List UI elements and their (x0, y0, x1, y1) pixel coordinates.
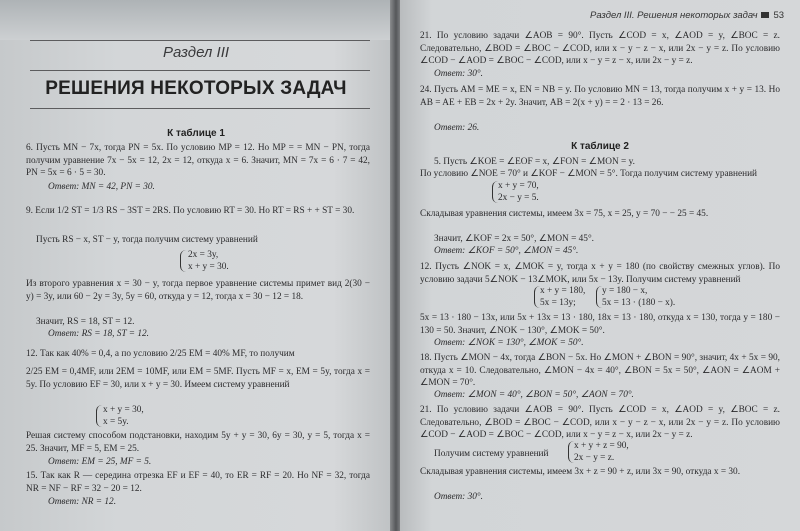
block-title: К таблице 1 (167, 128, 225, 139)
equation: 2x − y = z. (574, 453, 615, 463)
page-title: РЕШЕНИЯ НЕКОТОРЫХ ЗАДАЧ (45, 78, 347, 99)
problem-9-result: Значит, RS = 18, ST = 12. (36, 317, 135, 327)
problem-21: 21. По условию задачи ∠AOB = 90°. Пусть ∠COD = x, ∠AOD = y, ∠BOC = z. Следовательно, ∠BOD = ∠BOC − ∠COD, или x − y − z − x, или 2x − y = z. По условию ∠COD − ∠AOD = ∠BOC − ∠COD, или x − y = z − x, или 2x − y = z. (420, 31, 780, 67)
answer-9: Ответ: RS = 18, ST = 12. (48, 329, 149, 339)
divider (30, 70, 370, 71)
problem-12: 12. Пусть ∠NOK = x, ∠MOK = y, тогда x + y = 180 (по свойству смежных углов). По условию задачи 5∠NOK − 13∠MOK, или 5x − 13y. Получим систему уравнений (420, 262, 780, 285)
page-number: 53 (773, 10, 785, 21)
equation: 5x = 13y; (540, 298, 576, 308)
page-shadow (0, 0, 392, 40)
equation: x + y = 30, (103, 405, 144, 415)
problem-9-text: Пусть RS − x, ST − y, тогда получим систему уравнений (36, 235, 258, 245)
answer-21b: Ответ: 30°. (434, 492, 483, 502)
equation: x + y = 30. (188, 262, 229, 272)
problem-5: 5. Пусть ∠KOE = ∠EOF = x, ∠FON = ∠MON = y. (434, 157, 635, 167)
problem-12-solution: 5x = 13 · 180 − 13x, или 5x + 13x = 13 · 180, 18x = 13 · 180, откуда x = 130, тогда y = 180 − 130 = 50. Значит, ∠NOK − 130°, ∠MOK = 50°. (420, 313, 780, 336)
equation: x = 5y. (103, 417, 129, 427)
system-brace (180, 250, 186, 272)
equation-system (574, 440, 629, 464)
problem-12-solution: Решая систему способом подстановки, находим 5y + y = 30, 6y = 30, y = 5, тогда x = 25. Значит, MF = 5, EM = 25. (26, 431, 370, 454)
answer-12: Ответ: ∠NOK = 130°, ∠MOK = 50°. (434, 338, 584, 348)
problem-21b-text: Получим систему уравнений (434, 449, 549, 459)
equation-system (602, 285, 675, 309)
problem-18: 18. Пусть ∠MON − 4x, тогда ∠BON − 5x. Но ∠MON + ∠BON = 90°, значит, 4x + 5x = 90, откуда x = 10. Следовательно, ∠MON − 4x = 40°, ∠BON = 5x = 50°, ∠AON = ∠AOM + ∠MON = 70°. (420, 353, 780, 389)
equation: 2x = 3y, (188, 250, 219, 260)
equation: x + y = 180, (540, 286, 586, 296)
answer-24: Ответ: 26. (434, 123, 480, 133)
equation: y = 180 − x, (602, 286, 648, 296)
problem-9: 9. Если 1/2 ST = 1/3 RS − 3ST = 2RS. По условию RT = 30. Но RT = RS + + ST = 30. (26, 206, 355, 216)
running-head-text: Раздел III. Решения некоторых задач (590, 10, 758, 21)
divider (30, 108, 370, 109)
answer-5: Ответ: ∠KOF = 50°, ∠MON = 45°. (434, 246, 579, 256)
problem-21b-solution: Складывая уравнения системы, имеем 3x + z = 90 + z, или 3x = 90, откуда x = 30. (420, 467, 741, 477)
equation-system (103, 404, 144, 428)
square-icon (761, 12, 769, 18)
answer-21: Ответ: 30°. (434, 69, 483, 79)
answer-15: Ответ: NR = 12. (48, 497, 117, 507)
problem-21b: 21. По условию задачи ∠AOB = 90°. Пусть ∠COD = x, ∠AOD = y, ∠BOC = z. Следовательно, ∠BOD = ∠BOC − ∠COD, или x − y − z − x, или 2x − y = z. По условию ∠COD − ∠AOD = ∠BOC − ∠COD, или x − y = z − x, или 2x − y = z. (420, 405, 780, 440)
left-page (0, 0, 392, 531)
system-brace (96, 405, 102, 427)
problem-12-text: 2/25 EM = 0,4MF, или 2EM = 10MF, или EM = 5MF. Пусть MF = x, EM = 5y, тогда x = 5y. По условию EF = 30, или x + y = 30. Имеем систему уравнений (26, 367, 370, 390)
right-page (400, 0, 800, 531)
answer-6: Ответ: MN = 42, PN = 30. (48, 182, 155, 192)
problem-5-result: Значит, ∠KOF = 2x = 50°, ∠MON = 45°. (434, 234, 594, 244)
problem-24: 24. Пусть AM = ME = x, EN = NB = y. По условию MN = 13, тогда получим x + y = 13. Но AB = AE + EB = 2x + 2y. Значит, AB = 2(x + y) = = 2 · 13 = 26. (420, 85, 780, 108)
problem-15: 15. Так как R — середина отрезка EF и EF = 40, то ER = RF = 20. Но NF = 32, тогда NR = NF − RF = 32 − 20 = 12. (26, 471, 370, 494)
problem-6: 6. Пусть MN − 7x, тогда PN = 5x. По условию MP = 12. Но MP = = MN − PN, тогда получим уравнение 7x − 5x = 12, 2x = 12, откуда x = 6. Значит, MN = 7x = 6 · 7 = 42, PN = 5x = 6 · 5 = 30. (26, 143, 370, 179)
problem-12: 12. Так как 40% = 0,4, а по условию 2/25 EM = 40% MF, то получим (26, 349, 295, 359)
equation: 5x = 13 · (180 − x). (602, 298, 676, 308)
section-label: Раздел III (162, 44, 230, 61)
equation-system (540, 285, 585, 309)
equation: 2x − y = 5. (498, 193, 539, 203)
block-title: К таблице 2 (571, 141, 629, 152)
answer-18: Ответ: ∠MON = 40°, ∠BON = 50°, ∠AON = 70°. (434, 390, 634, 400)
equation: x + y = 70, (498, 181, 539, 191)
problem-5-text: По условию ∠NOE = 70° и ∠KOF − ∠MON = 5°. Тогда получим систему уравнений (420, 169, 758, 179)
divider (30, 40, 370, 41)
running-head (590, 10, 790, 24)
equation-system (498, 180, 539, 204)
equation: x + y + z = 90, (574, 441, 629, 451)
problem-5-solution: Складывая уравнения системы, имеем 3x = 75, x = 25, y = 70 − − 25 = 45. (420, 209, 709, 219)
equation-system (188, 249, 229, 273)
answer-12: Ответ: EM = 25, MF = 5. (48, 457, 152, 467)
problem-9-solution: Из второго уравнения x = 30 − y, тогда первое уравнение системы примет вид 2(30 − y) = 3y, или 60 − 2y = 3y, 5y = 60, откуда y = 12, тогда x = 30 − 12 = 18. (26, 279, 370, 302)
